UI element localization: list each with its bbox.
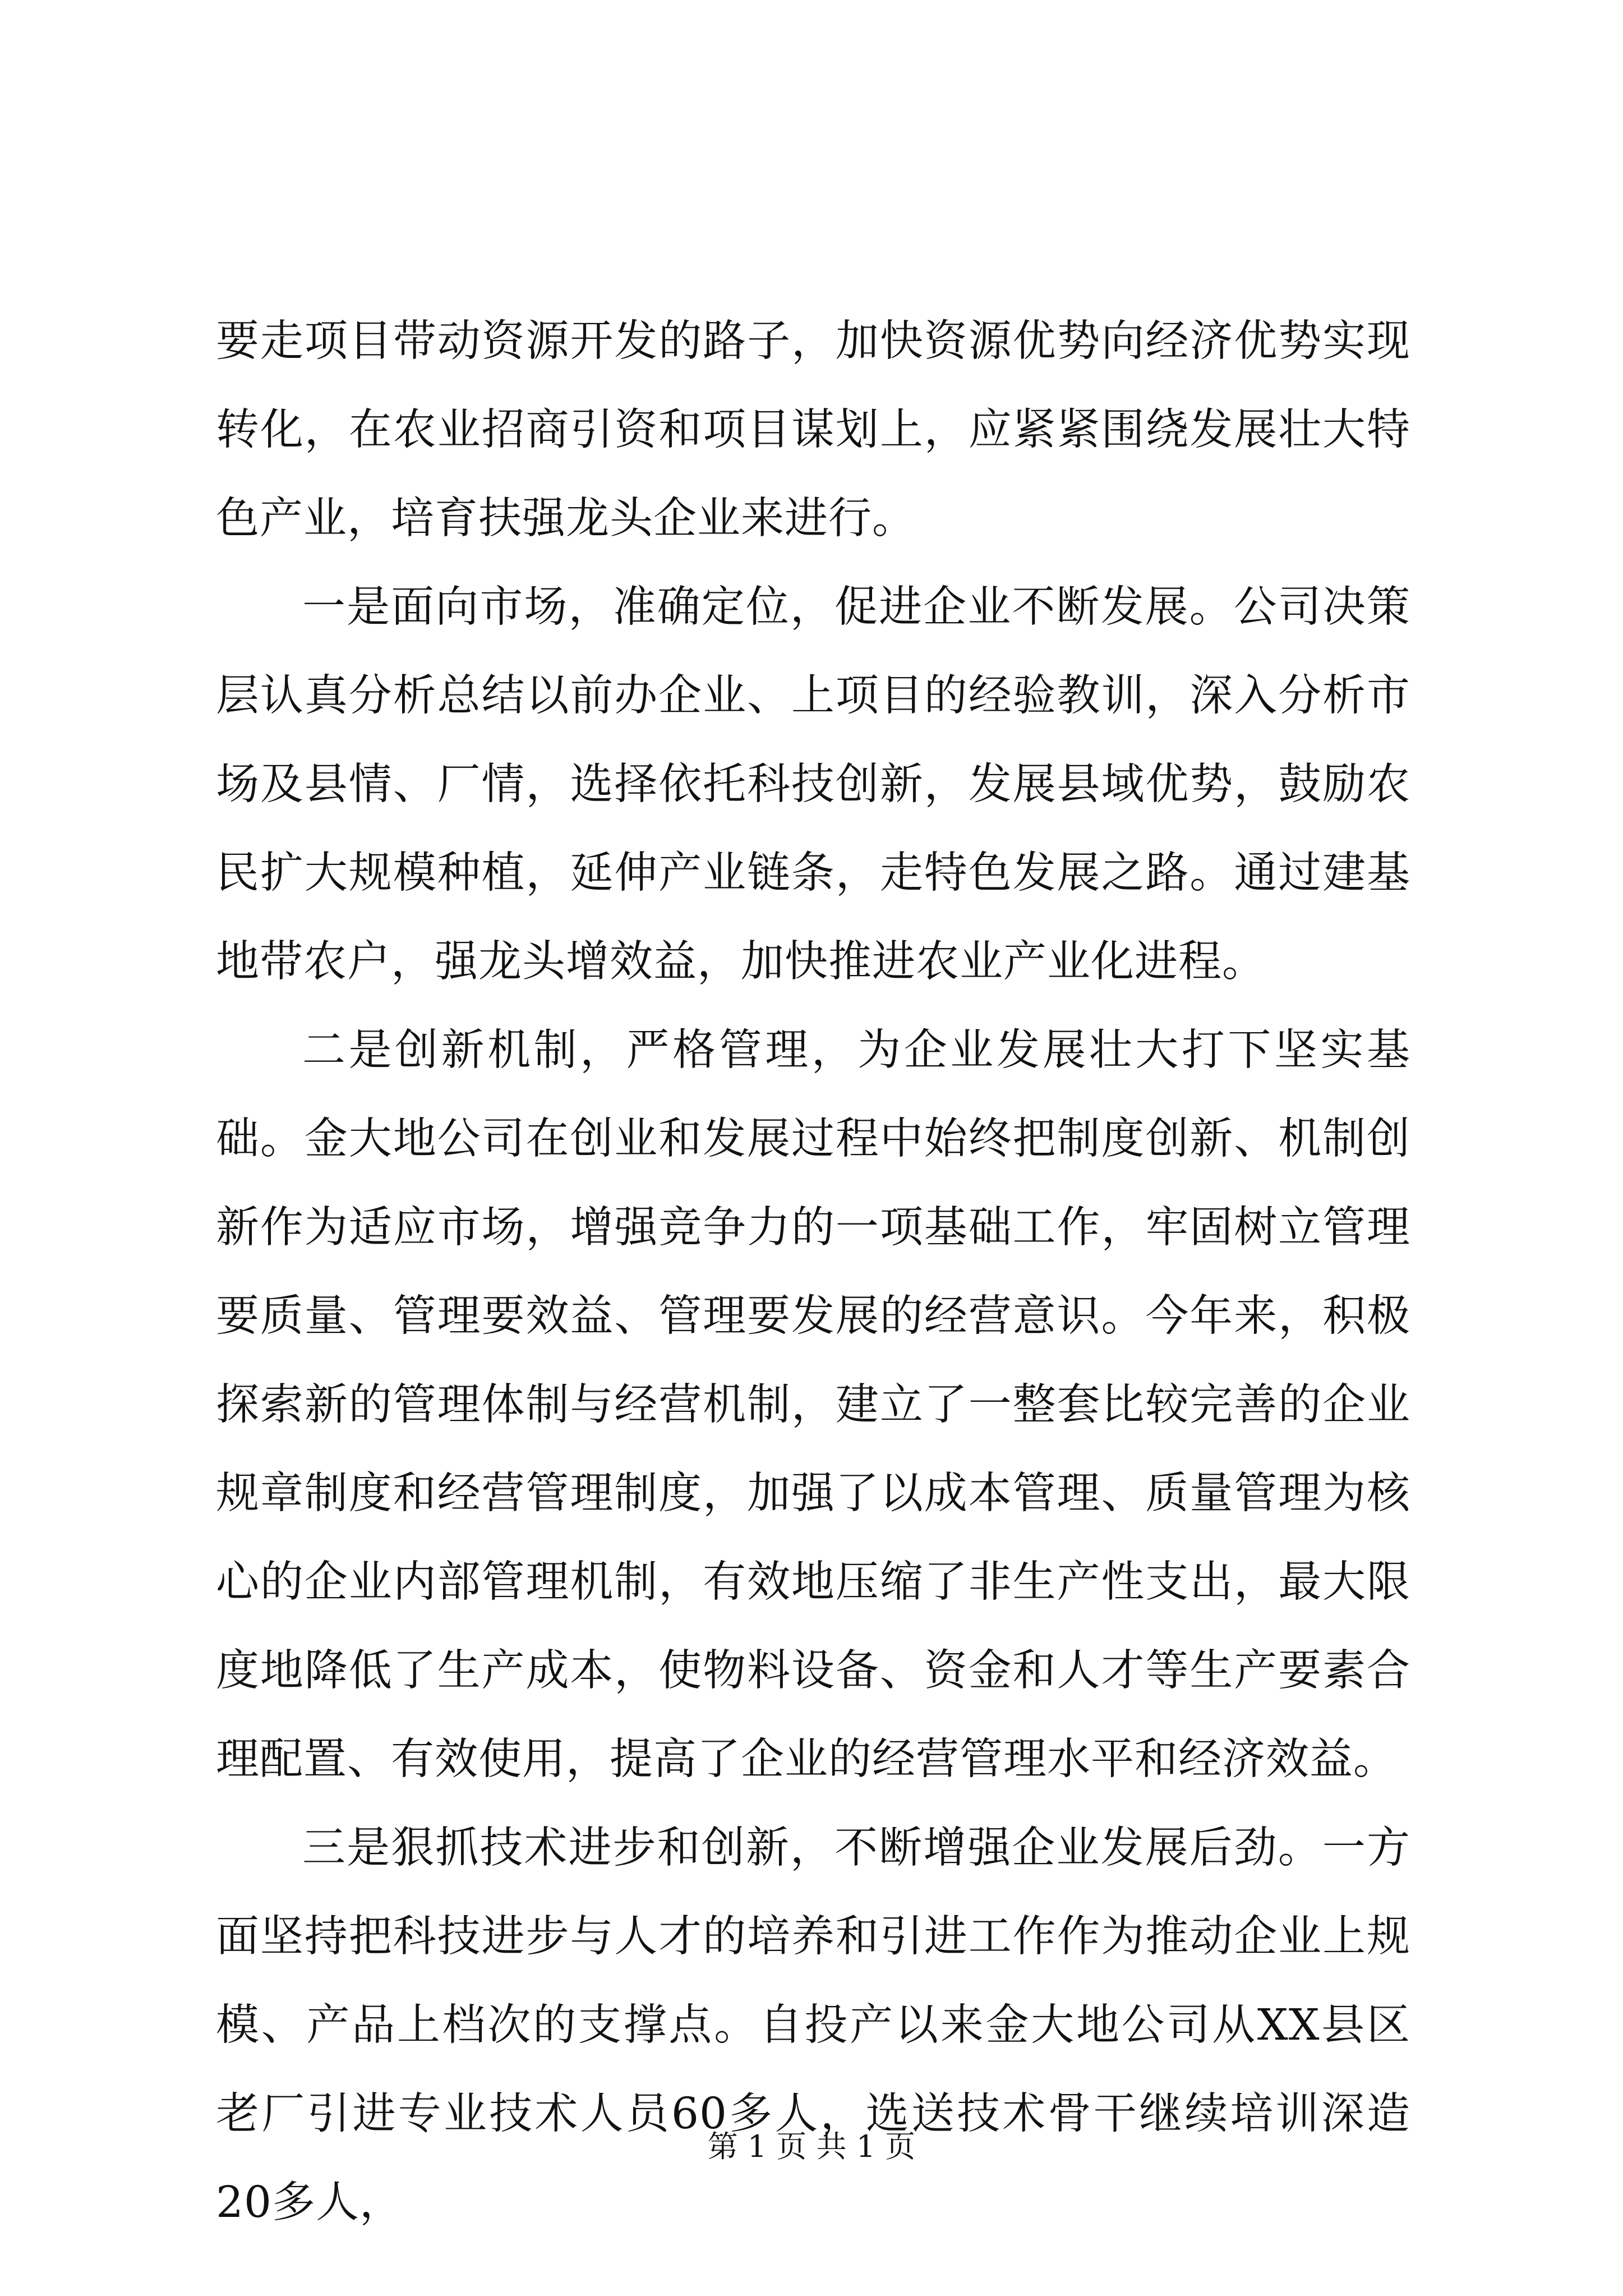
document-body [216, 297, 1410, 2247]
page-number-footer: 第 1 页 共 1 页 [707, 2129, 916, 2164]
paragraph-technology-progress: 三是狠抓技术进步和创新，不断增强企业发展后劲。一方面坚持把科技进步与人才的培养和引进工作作为推动企业上规模、产品上档次的支撑点。自投产以来金大地公司从XX县区老厂引进专业技术人员60多人，选送技术骨干继续培训深造20多人， [216, 1823, 1410, 2228]
paragraph-mechanism-innovation: 二是创新机制，严格管理，为企业发展壮大打下坚实基础。金大地公司在创业和发展过程中始终把制度创新、机制创新作为适应市场，增强竞争力的一项基础工作，牢固树立管理要质量、管理要效益、管理要发展的经营意识。今年来，积极探索新的管理体制与经营机制，建立了一整套比较完善的企业规章制度和经营管理制度，加强了以成本管理、质量管理为核心的企业内部管理机制，有效地压缩了非生产性支出，最大限度地降低了生产成本，使物料设备、资金和人才等生产要素合理配置、有效使用，提高了企业的经营管理水平和经济效益。 [216, 1025, 1410, 1784]
paragraph-market-positioning: 一是面向市场，准确定位，促进企业不断发展。公司决策层认真分析总结以前办企业、上项目的经验教训，深入分析市场及县情、厂情，选择依托科技创新，发展县域优势，鼓励农民扩大规模种植，延伸产业链条，走特色发展之路。通过建基地带农户，强龙头增效益，加快推进农业产业化进程。 [216, 582, 1410, 987]
paragraph-continuation: 要走项目带动资源开发的路子，加快资源优势向经济优势实现转化，在农业招商引资和项目谋划上，应紧紧围绕发展壮大特色产业，培育扶强龙头企业来进行。 [216, 316, 1410, 544]
